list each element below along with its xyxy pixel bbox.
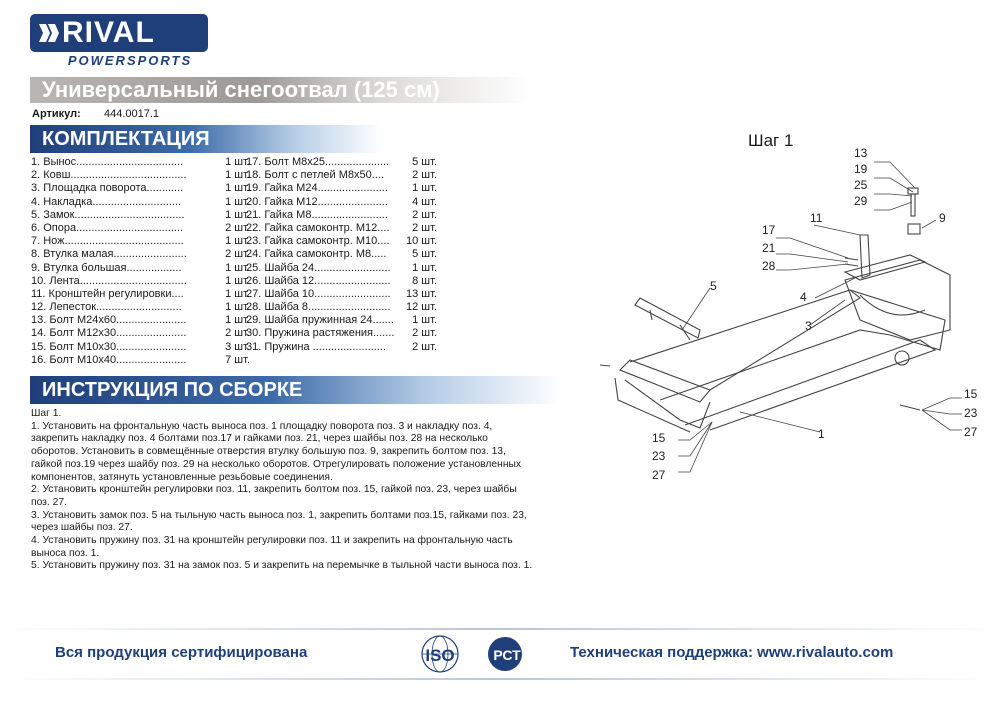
bolt-15-right xyxy=(900,405,920,410)
label-19: 19 xyxy=(854,162,868,176)
parts-list-row xyxy=(246,301,437,314)
parts-list-row xyxy=(31,327,250,340)
part-qty: 5 шт. xyxy=(412,248,437,261)
parts-list-row xyxy=(246,222,437,235)
logo-main xyxy=(30,14,208,52)
part-name: 3. Площадка поворота............ xyxy=(31,182,184,195)
article-label: Артикул: xyxy=(32,108,81,120)
part-name: 26. Шайба 12......................... xyxy=(246,274,391,287)
bushing-9 xyxy=(908,224,920,234)
part-name: 31. Пружина ........................ xyxy=(246,340,386,353)
instruction-paragraph: 1. Установить на фронтальную часть выноса поз. 1 площадку поворота поз. 3 и накладку поз. 4, закрепить накладку поз. 4 болтами поз.17 и гайками поз. 21, через шайбы поз. 28 на несколько оборотов. Установить в совмещённые отверстия втулку большую поз. 9, закрепить болтом поз. 13, гайкой поз.19 через шайбу поз. 29 на несколько оборотов. Отрегулировать положение установленных компонентов, затянуть установленные резьбовые соединения. xyxy=(31,420,522,483)
part-qty: 10 шт. xyxy=(406,235,437,248)
label-15-right: 15 xyxy=(964,387,978,401)
parts-list-row xyxy=(31,262,250,275)
part-name: 23. Гайка самоконтр. M10.... xyxy=(246,235,390,248)
instruction-paragraph: 3. Установить замок поз. 5 на тыльную часть выноса поз. 1, закрепить болтами поз.15, гайками поз. 23, через шайбы поз. 27. xyxy=(31,509,527,534)
bracket-11 xyxy=(860,235,870,278)
parts-list-row xyxy=(246,169,437,182)
part-name: 29. Шайба пружинная 24....... xyxy=(246,314,394,327)
parts-list-row xyxy=(246,196,437,209)
parts-list-row xyxy=(31,169,250,182)
label-23-left: 23 xyxy=(652,449,666,463)
parts-list-row xyxy=(246,235,437,248)
part-name: 20. Гайка M12....................... xyxy=(246,195,388,208)
part-qty: 1 шт. xyxy=(412,182,437,195)
instruction-paragraph: 4. Установить пружину поз. 31 на кронштейн регулировки поз. 11 и закрепить на фронтальную часть выноса поз. 1. xyxy=(31,535,513,559)
assembly-drawing xyxy=(590,140,1000,500)
iso-text: ISO xyxy=(425,646,455,665)
instruction-paragraph: 2. Установить кронштейн регулировки поз. 11, закрепить болтом поз. 15, гайкой поз. 23, через шайбы поз. 27. xyxy=(31,484,517,508)
part-qty: 5 шт. xyxy=(412,156,437,168)
part-qty: 2 шт. xyxy=(225,327,250,340)
part-qty: 2 шт. xyxy=(412,327,437,340)
contents-heading: КОМПЛЕКТАЦИЯ xyxy=(30,125,382,153)
parts-list-row xyxy=(246,275,437,288)
parts-list-row xyxy=(246,262,437,275)
part-name: 6. Опора................................... xyxy=(31,221,184,234)
part-name: 27. Шайба 10......................... xyxy=(246,287,391,300)
instructions-text xyxy=(31,408,537,573)
frame-lower xyxy=(615,378,690,432)
frame-rail-top xyxy=(630,290,860,390)
rst-certification-icon xyxy=(485,634,533,674)
part-qty: 1 шт. xyxy=(225,301,250,314)
instruction-paragraph: Шаг 1. xyxy=(31,408,62,419)
parts-list-row xyxy=(31,341,250,354)
label-4: 4 xyxy=(800,290,807,304)
part-name: 2. Ковш...................................... xyxy=(31,169,187,182)
parts-list-row xyxy=(246,327,437,340)
brand-logo xyxy=(30,14,208,70)
logo-emblem-icon xyxy=(36,21,60,45)
part-qty: 12 шт. xyxy=(406,301,437,314)
label-27-right: 27 xyxy=(964,425,978,439)
part-name: 15. Болт M10x30....................... xyxy=(31,340,187,353)
part-qty: 2 шт. xyxy=(412,221,437,234)
bushing xyxy=(895,351,909,365)
part-name: 7. Нож....................................... xyxy=(31,235,184,248)
part-qty: 1 шт. xyxy=(412,314,437,327)
parts-list-row xyxy=(246,182,437,195)
part-name: 11. Кронштейн регулировки.... xyxy=(31,287,184,300)
step-title: Шаг 1 xyxy=(748,131,794,150)
part-qty: 7 шт. xyxy=(225,353,250,366)
part-name: 19. Гайка M24....................... xyxy=(246,182,388,195)
part-qty: 2 шт. xyxy=(412,169,437,182)
label-21: 21 xyxy=(762,241,776,255)
label-29: 29 xyxy=(854,194,868,208)
parts-list-row xyxy=(246,209,437,222)
leader-13 xyxy=(874,162,915,188)
part-qty: 13 шт. xyxy=(406,287,437,300)
parts-list-row xyxy=(31,288,250,301)
part-name: 14. Болт M12x30....................... xyxy=(31,327,187,340)
part-name: 21. Гайка M8......................... xyxy=(246,208,388,221)
rst-text: РСТ xyxy=(493,647,521,663)
part-name: 25. Шайба 24......................... xyxy=(246,261,391,274)
label-9: 9 xyxy=(939,211,946,225)
parts-list-row xyxy=(31,248,250,261)
platform-arc xyxy=(860,295,925,315)
part-qty: 1 шт. xyxy=(225,195,250,208)
footer-divider-bottom xyxy=(0,678,1000,680)
part-name: 9. Втулка большая.................. xyxy=(31,261,182,274)
part-name: 22. Гайка самоконтр. M12.... xyxy=(246,221,390,234)
article-value: 444.0017.1 xyxy=(104,108,160,120)
label-15-left: 15 xyxy=(652,431,666,445)
parts-list-row xyxy=(246,288,437,301)
parts-list-row xyxy=(31,156,250,169)
logo-sub-text: POWERSPORTS xyxy=(54,52,206,68)
footer-certified-text: Вся продукция сертифицирована xyxy=(55,644,308,661)
label-1: 1 xyxy=(818,427,825,441)
parts-list-row xyxy=(31,209,250,222)
parts-list-row xyxy=(31,275,250,288)
parts-list-row xyxy=(246,314,437,327)
part-qty: 1 шт. xyxy=(225,274,250,287)
part-name: 18. Болт с петлей M8x50.... xyxy=(246,169,384,182)
part-name: 30. Пружина растяжения....... xyxy=(246,327,395,340)
parts-list-row xyxy=(31,301,250,314)
part-name: 1. Вынос................................... xyxy=(31,156,184,168)
part-name: 12. Лепесток............................ xyxy=(31,301,182,314)
label-13: 13 xyxy=(854,146,868,160)
parts-list-row xyxy=(246,156,437,169)
label-5: 5 xyxy=(710,279,717,293)
part-qty: 8 шт. xyxy=(412,274,437,287)
part-qty: 1 шт. xyxy=(225,261,250,274)
iso-globe-icon xyxy=(414,634,466,674)
part-qty: 1 шт. xyxy=(225,287,250,300)
frame-tube xyxy=(685,340,935,430)
part-qty: 3 шт. xyxy=(225,340,250,353)
label-11: 11 xyxy=(810,211,823,225)
part-qty: 2 шт. xyxy=(412,340,437,353)
parts-list-row xyxy=(31,314,250,327)
parts-list-row xyxy=(31,196,250,209)
instruction-paragraph: 5. Установить пружину поз. 31 на замок поз. 5 и закрепить на перемычке в тыльной части выноса поз. 1. xyxy=(31,560,533,572)
parts-list-row xyxy=(31,235,250,248)
part-qty: 4 шт. xyxy=(412,195,437,208)
part-qty: 1 шт. xyxy=(225,208,250,221)
part-qty: 1 шт. xyxy=(225,169,250,182)
part-qty: 2 шт. xyxy=(412,208,437,221)
parts-list-row xyxy=(31,354,250,367)
part-qty: 2 шт. xyxy=(225,221,250,234)
frame-left-end xyxy=(620,360,710,402)
parts-list-column-2 xyxy=(246,156,437,354)
parts-list-row xyxy=(246,248,437,261)
part-name: 13. Болт M24x60....................... xyxy=(31,314,187,327)
bolt-left xyxy=(600,365,610,366)
part-name: 24. Гайка самоконтр. M8..... xyxy=(246,248,387,261)
part-name: 28. Шайба 8........................... xyxy=(246,301,391,314)
parts-list-row xyxy=(246,341,437,354)
instructions-heading: ИНСТРУКЦИЯ ПО СБОРКЕ xyxy=(30,376,562,404)
part-qty: 1 шт. xyxy=(412,261,437,274)
footer-divider-top xyxy=(0,628,1000,630)
part-qty: 1 шт. xyxy=(225,156,250,168)
label-28: 28 xyxy=(762,259,776,273)
label-3: 3 xyxy=(805,319,812,333)
page-title: Универсальный снегоотвал (125 см) xyxy=(30,77,532,103)
part-name: 17. Болт M8x25..................... xyxy=(246,156,390,168)
bolt-shank-13 xyxy=(911,194,915,216)
bolt-head-13 xyxy=(908,188,918,194)
platform-3 xyxy=(845,260,950,340)
label-17: 17 xyxy=(762,223,776,237)
part-name: 4. Накладка............................. xyxy=(31,195,181,208)
parts-list-row xyxy=(31,182,250,195)
footer-support-text: Техническая поддержка: www.rivalauto.com xyxy=(570,644,894,661)
part-qty: 2 шт. xyxy=(225,248,250,261)
part-qty: 1 шт. xyxy=(225,235,250,248)
part-name: 5. Замок.................................... xyxy=(31,208,185,221)
label-23-right: 23 xyxy=(964,406,978,420)
parts-list-row xyxy=(31,222,250,235)
part-qty: 1 шт. xyxy=(225,314,250,327)
logo-brand-text: RIVAL xyxy=(62,16,155,49)
part-qty: 1 шт. xyxy=(225,182,250,195)
parts-list-column-1 xyxy=(31,156,250,367)
part-name: 8. Втулка малая........................ xyxy=(31,248,187,261)
label-25: 25 xyxy=(854,178,868,192)
label-27-left: 27 xyxy=(652,468,666,482)
part-name: 16. Болт M10x40....................... xyxy=(31,353,187,366)
part-name: 10. Лента................................... xyxy=(31,274,187,287)
